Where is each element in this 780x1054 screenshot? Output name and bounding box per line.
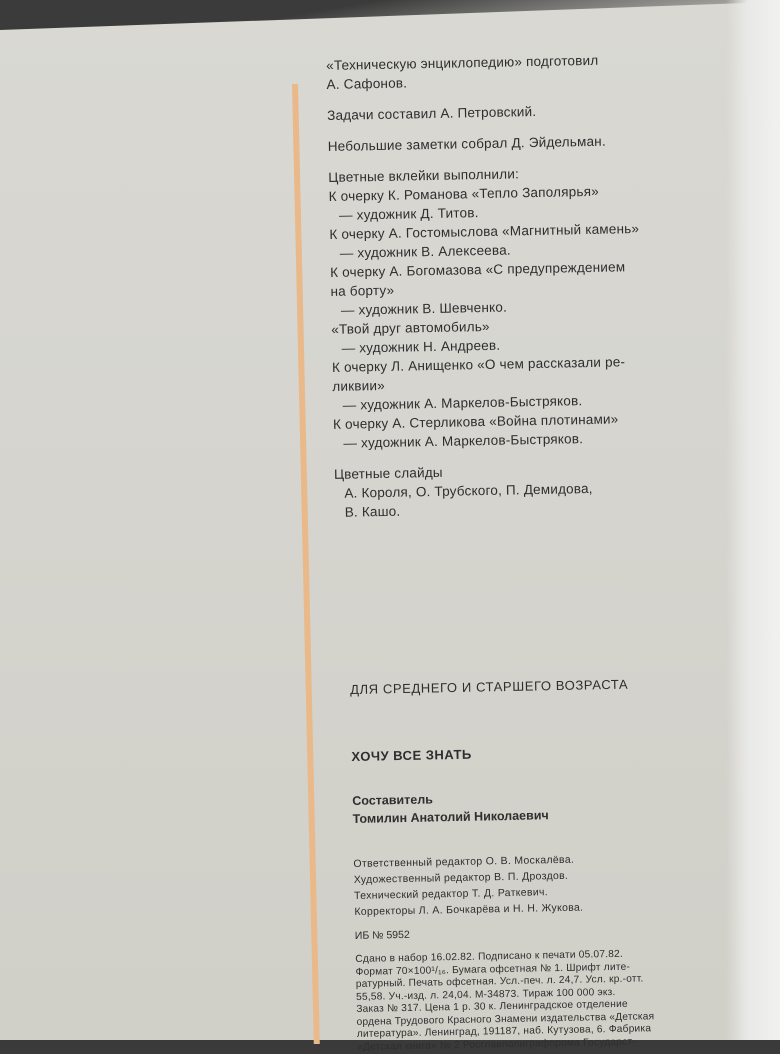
- editor-line: Художественный редактор В. П. Дроздов.: [353, 869, 569, 886]
- publication-line: Заказ № 317. Цена 1 р. 30 к. Ленинградское отделение: [356, 998, 628, 1015]
- credit-line: К очерку Л. Анищенко «О чем рассказали ре-: [331, 354, 626, 375]
- credit-line: В. Кашо.: [344, 503, 401, 520]
- publication-line: Формат 70×100¹/₁₆. Бумага офсетная № 1. Шрифт лите-: [355, 961, 631, 978]
- credit-line: Цветные вклейки выполнили:: [328, 166, 520, 185]
- credit-line: «Твой друг автомобиль»: [331, 318, 490, 337]
- credit-line: К очерку А. Гостомыслова «Магнитный камень»: [329, 221, 640, 242]
- credits-block: [326, 48, 745, 522]
- credit-line: А. Короля, О. Трубского, П. Демидова,: [344, 480, 593, 501]
- credit-line: — художник В. Алексеева.: [339, 242, 511, 261]
- top-shadow: [0, 0, 780, 30]
- credit-line: — художник Н. Андреев.: [341, 337, 501, 356]
- age-group-heading: ДЛЯ СРЕДНЕГО И СТАРШЕГО ВОЗРАСТА: [350, 676, 629, 697]
- editor-line: Технический редактор Т. Д. Раткевич.: [353, 886, 549, 902]
- publication-line: «Детская книга» № 2 Росглавполиграфпрома Государст-: [356, 1036, 636, 1053]
- credit-line: Небольшие заметки собрал Д. Эйдельман.: [327, 133, 606, 154]
- credit-line: на борту»: [330, 282, 395, 299]
- compiler: [352, 785, 733, 828]
- publication-line: литература». Ленинград, 191187, наб. Кутузова, 6. Фабрика: [356, 1023, 652, 1040]
- credit-line: — художник Д. Титов.: [338, 205, 479, 223]
- compiler-name: Томилин Анатолий Николаевич: [352, 808, 549, 826]
- credit-line: К очерку А. Богомазова «С предупреждением: [330, 259, 626, 280]
- series-title: ХОЧУ ВСЕ ЗНАТЬ: [351, 746, 472, 764]
- publication-line: 55,58. Уч.-изд. л. 24,04. М-34873. Тираж 100 000 экз.: [355, 986, 616, 1003]
- margin-rule: [292, 84, 320, 1044]
- credit-line: А. Сафонов.: [326, 75, 408, 92]
- credit-line: — художник А. Маркелов-Быстряков.: [343, 431, 584, 451]
- imprint-block: [350, 675, 737, 1054]
- credit-line: — художник В. Шевченко.: [340, 299, 508, 318]
- publication-line: ордена Трудового Красного Знамени издательства «Детская: [356, 1010, 655, 1028]
- compiler-label: Составитель: [352, 792, 433, 808]
- credit-line: Цветные слайды: [333, 464, 443, 482]
- credit-line: К очерку А. Стерликова «Война плотинами»: [332, 411, 619, 432]
- publication-info: [355, 947, 737, 1054]
- publication-line: Сдано в набор 16.02.82. Подписано к печати 05.07.82.: [355, 948, 624, 965]
- publication-line: ратурный. Печать офсетная. Усл.-печ. л. 24,7. Усл. кр.-отт.: [355, 973, 644, 990]
- credit-line: Задачи составил А. Петровский.: [326, 103, 537, 123]
- credit-line: ликвии»: [332, 377, 385, 394]
- credit-line: К очерку К. Романова «Тепло Заполярья»: [328, 183, 599, 204]
- ib-number: ИБ № 5952: [354, 928, 410, 942]
- editor-line: Корректоры Л. А. Бочкарёва и Н. Н. Жукова.: [354, 901, 584, 918]
- credit-line: «Техническую энциклопедию» подготовил: [326, 52, 599, 73]
- editor-line: Ответственный редактор О. В. Москалёва.: [353, 853, 575, 870]
- editors-list: [353, 849, 734, 920]
- credit-line: — художник А. Маркелов-Быстряков.: [342, 393, 583, 413]
